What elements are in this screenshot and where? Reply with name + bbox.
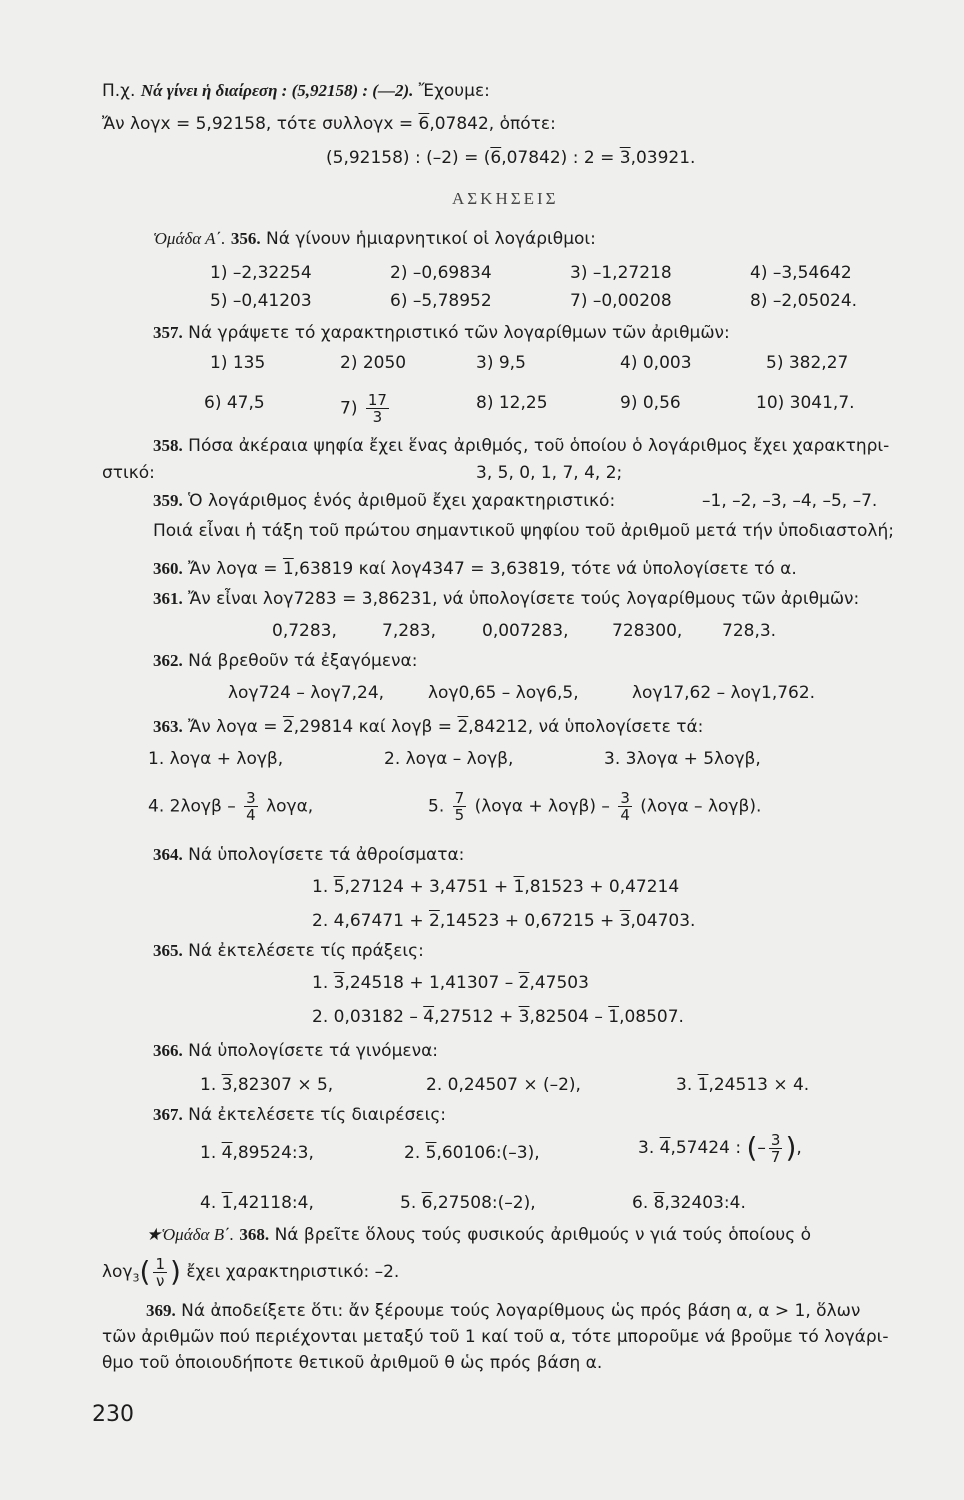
ex357-item: 5) 382,27 (766, 353, 849, 373)
ex358-values: 3, 5, 0, 1, 7, 4, 2; (476, 463, 623, 483)
ex356-item: 1) –2,32254 (210, 263, 312, 283)
fraction: $\frac{3}{4}$ (620, 789, 630, 824)
ex359-text-2: Ποιά εἶναι ἡ τάξη τοῦ πρώτου σημαντικοῦ ψηφίου τοῦ ἀριθμοῦ μετά τήν ὑποδιαστολή; (153, 521, 894, 541)
ex356-item: 5) –0,41203 (210, 291, 312, 311)
ex356-item: 3) –1,27218 (570, 263, 672, 283)
ex361-value: 728300, (612, 621, 683, 641)
ex361-value: 7,283, (382, 621, 437, 641)
ex363-item-4: 4. 2λογβ – $\frac{3}{4}$ λογα, (148, 789, 314, 824)
ex367-item: 2. 5,60106:(–3), (404, 1143, 540, 1163)
ex367-item: 6. 8,32403:4. (632, 1193, 746, 1213)
ex356-item: 4) –3,54642 (750, 263, 852, 283)
intro-line-3: (5,92158) : (–2) = (6,07842) : 2 = 3,03921. (326, 148, 696, 168)
ex363-item: 2. λογα – λογβ, (384, 749, 514, 769)
ex357-item-7: 7) $\frac{17}{3}$ (340, 391, 387, 426)
ex358-text-2: στικό: (102, 463, 155, 483)
ex365-text: 365. Νά ἐκτελέσετε τίς πράξεις: (153, 941, 424, 961)
ex367-item: 4. 1,42118:4, (200, 1193, 314, 1213)
ex366-item: 3. 1,24513 × 4. (676, 1075, 810, 1095)
ex356-item: 2) –0,69834 (390, 263, 492, 283)
ex357-item: 6) 47,5 (204, 393, 265, 413)
ex368-line-2: λογ$_3$( $\frac{1}{\nu}$ ) ἔχει χαρακτηριστικό: –2. (102, 1254, 400, 1290)
fraction: $\frac{3}{7}$ (770, 1130, 781, 1166)
ex357-item: 1) 135 (210, 353, 266, 373)
ex360-text: 360. Ἄν λογα = 1,63819 καί λογ4347 = 3,63819, τότε νά ὑπολογίσετε τό α. (153, 559, 797, 579)
intro-line-2: Ἄν λογx = 5,92158, τότε συλλογx = 6,07842, ὁπότε: (102, 114, 556, 134)
ex368-text: ★Ὁμάδα Β΄. 368. Νά βρεῖτε ὅλους τούς φυσικούς ἀριθμούς ν γιά τούς ὁποίους ὁ (146, 1225, 812, 1245)
page-number: 230 (92, 1402, 134, 1427)
ex359-text: 359. Ὁ λογάριθμος ἑνός ἀριθμοῦ ἔχει χαρακτηριστικό: (153, 491, 616, 511)
ex357-item: 8) 12,25 (476, 393, 548, 413)
fraction: $\frac{17}{3}$ (367, 391, 387, 426)
ex365-line-1: 1. 3,24518 + 1,41307 – 2,47503 (312, 973, 589, 993)
ex366-text: 366. Νά ὑπολογίσετε τά γινόμενα: (153, 1041, 439, 1061)
ex366-item: 2. 0,24507 × (–2), (426, 1075, 581, 1095)
ex357-item: 3) 9,5 (476, 353, 526, 373)
ex361-value: 0,7283, (272, 621, 337, 641)
ex363-text: 363. Ἄν λογα = 2,29814 καί λογβ = 2,84212, νά ὑπολογίσετε τά: (153, 717, 704, 737)
ex362-text: 362. Νά βρεθοῦν τά ἐξαγόμενα: (153, 651, 418, 671)
ex367-item: 5. 6,27508:(–2), (400, 1193, 536, 1213)
ex363-item-5: 5. $\frac{7}{5}$ (λογα + λογβ) – $\frac{3}{4}$ (λογα – λογβ). (428, 789, 762, 824)
ex363-item: 3. 3λογα + 5λογβ, (604, 749, 761, 769)
ex364-line-1: 1. 5,27124 + 3,4751 + 1,81523 + 0,47214 (312, 877, 680, 897)
ex361-value: 0,007283, (482, 621, 569, 641)
ex358-text: 358. Πόσα ἀκέραια ψηφία ἔχει ἕνας ἀριθμός, τοῦ ὁποίου ὁ λογάριθμος ἔχει χαρακτηρι- (153, 436, 890, 456)
ex356-item: 6) –5,78952 (390, 291, 492, 311)
ex357-item: 2) 2050 (340, 353, 407, 373)
fraction: $\frac{7}{5}$ (454, 789, 465, 824)
ex367-item: 1. 4,89524:3, (200, 1143, 314, 1163)
ex362-value: λογ17,62 – λογ1,762. (632, 683, 816, 703)
ex356-item: 8) –2,05024. (750, 291, 858, 311)
ex357-title: 357. Νά γράψετε τό χαρακτηριστικό τῶν λογαρίθμων τῶν ἀριθμῶν: (153, 323, 730, 343)
ex364-text: 364. Νά ὑπολογίσετε τά ἀθροίσματα: (153, 845, 465, 865)
exercises-heading: ΑΣΚΗΣΕΙΣ (452, 189, 559, 208)
ex362-value: λογ0,65 – λογ6,5, (428, 683, 579, 703)
ex362-value: λογ724 – λογ7,24, (228, 683, 385, 703)
ex357-item: 4) 0,003 (620, 353, 692, 373)
ex366-item: 1. 3,82307 × 5, (200, 1075, 334, 1095)
ex364-line-2: 2. 4,67471 + 2,14523 + 0,67215 + 3,04703. (312, 911, 696, 931)
ex365-line-2: 2. 0,03182 – 4,27512 + 3,82504 – 1,08507. (312, 1007, 684, 1027)
fraction: $\frac{1}{\nu}$ (155, 1254, 166, 1290)
ex361-value: 728,3. (722, 621, 777, 641)
ex369-line-3: θμο τοῦ ὁποιουδήποτε θετικοῦ ἀριθμοῦ θ ὡς πρός βάση α. (102, 1353, 603, 1373)
ex357-item: 9) 0,56 (620, 393, 681, 413)
ex363-item: 1. λογα + λογβ, (148, 749, 284, 769)
fraction: $\frac{3}{4}$ (246, 789, 256, 824)
ex361-text: 361. Ἄν εἶναι λογ7283 = 3,86231, νά ὑπολογίσετε τούς λογαρίθμους τῶν ἀριθμῶν: (153, 589, 860, 609)
intro-line-1: Π.χ. Νά γίνει ἡ διαίρεση : (5,92158) : (—2). Ἔχουμε: (102, 81, 490, 101)
ex359-values: –1, –2, –3, –4, –5, –7. (702, 491, 878, 511)
ex369-line-2: τῶν ἀριθμῶν πού περιέχονται μεταξύ τοῦ 1 καί τοῦ α, τότε μποροῦμε νά βροῦμε τό λογάρι- (102, 1327, 889, 1347)
ex356-item: 7) –0,00208 (570, 291, 672, 311)
ex356-title: Ὁμάδα Α΄. 356. Νά γίνουν ἡμιαρνητικοί οἱ λογάριθμοι: (153, 229, 596, 249)
ex369-line-1: 369. Νά ἀποδείξετε ὅτι: ἄν ξέρουμε τούς λογαρίθμους ὡς πρός βάση α, α > 1, ὅλων (146, 1301, 861, 1321)
ex357-item: 10) 3041,7. (756, 393, 855, 413)
ex367-item-3: 3. 4,57424 : (– $\frac{3}{7}$ ), (638, 1130, 802, 1166)
ex367-text: 367. Νά ἐκτελέσετε τίς διαιρέσεις: (153, 1105, 447, 1125)
